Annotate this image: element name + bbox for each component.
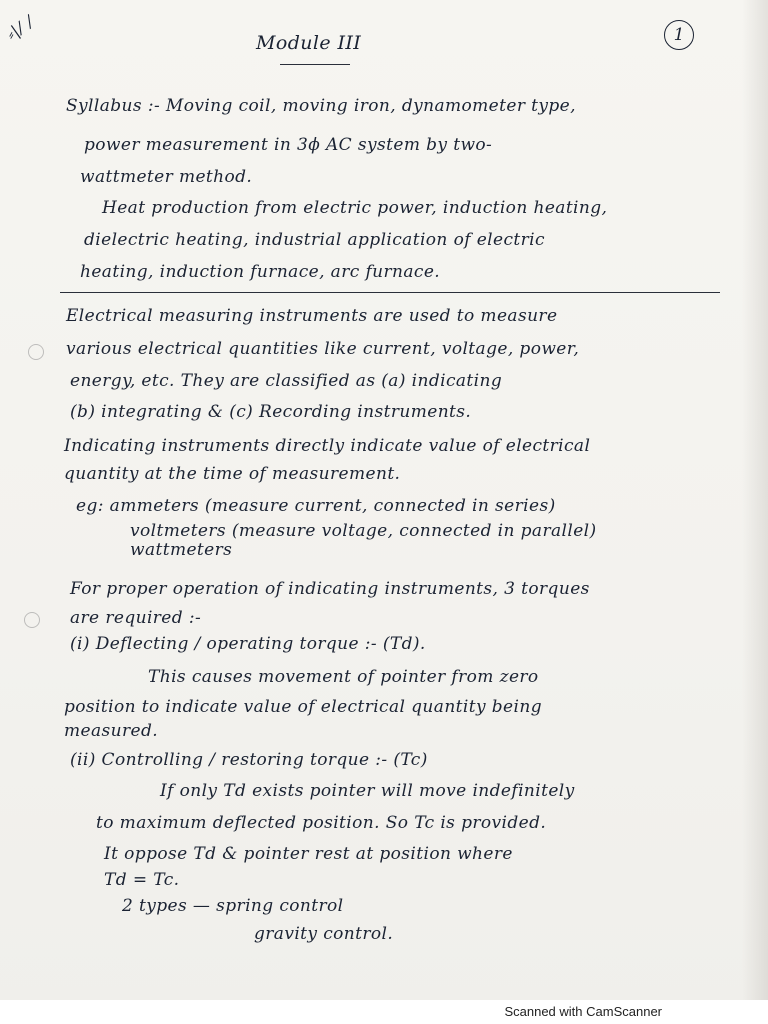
body-line: For proper operation of indicating instruments, 3 torques [70, 579, 590, 599]
body-line: (b) integrating & (c) Recording instruments. [70, 402, 472, 422]
body-line: to maximum deflected position. So Tc is provided. [96, 813, 547, 833]
body-line: energy, etc. They are classified as (a) indicating [70, 371, 503, 391]
syllabus-line: Heat production from electric power, induction heating, [102, 198, 608, 218]
section-divider [60, 292, 720, 293]
body-line: position to indicate value of electrical quantity being [64, 697, 542, 717]
body-line: It oppose Td & pointer rest at position where [104, 844, 513, 864]
syllabus-line: Syllabus :- Moving coil, moving iron, dynamometer type, [66, 96, 576, 116]
body-line: quantity at the time of measurement. [64, 464, 401, 484]
syllabus-line: wattmeter method. [80, 167, 253, 187]
page-number-circle [664, 20, 694, 50]
body-line: 2 types — spring control [122, 896, 344, 916]
body-line: various electrical quantities like current, voltage, power, [66, 339, 580, 359]
body-line: If only Td exists pointer will move indefinitely [160, 781, 575, 801]
body-line: Td = Tc. [104, 870, 180, 890]
body-line: Electrical measuring instruments are used to measure [66, 306, 558, 326]
body-line: (i) Deflecting / operating torque :- (Td). [70, 634, 426, 654]
body-line: voltmeters (measure voltage, connected in parallel) [130, 521, 597, 541]
body-line: wattmeters [130, 540, 233, 560]
body-line: are required :- [70, 608, 202, 628]
syllabus-line: heating, induction furnace, arc furnace. [80, 262, 441, 282]
syllabus-line: dielectric heating, industrial application of electric [84, 230, 545, 250]
title-underline [280, 64, 350, 65]
body-line: measured. [64, 721, 159, 741]
body-line: This causes movement of pointer from zero [148, 667, 539, 687]
corner-marks: ⸗|/ / [2, 11, 38, 44]
body-line: (ii) Controlling / restoring torque :- (Tc) [70, 750, 428, 770]
body-line: eg: ammeters (measure current, connected in series) [76, 496, 556, 516]
binder-hole [24, 612, 40, 628]
body-line: Indicating instruments directly indicate value of electrical [64, 436, 591, 456]
syllabus-line: power measurement in 3ϕ AC system by two- [84, 135, 493, 155]
scanner-footer [0, 1000, 768, 1024]
page-number: 1 [673, 25, 685, 45]
body-line: gravity control. [254, 924, 394, 944]
scanner-watermark: Scanned with CamScanner [504, 1004, 662, 1019]
page-shadow-edge [742, 0, 768, 1000]
binder-hole [28, 344, 44, 360]
page-title: Module III [256, 32, 362, 54]
